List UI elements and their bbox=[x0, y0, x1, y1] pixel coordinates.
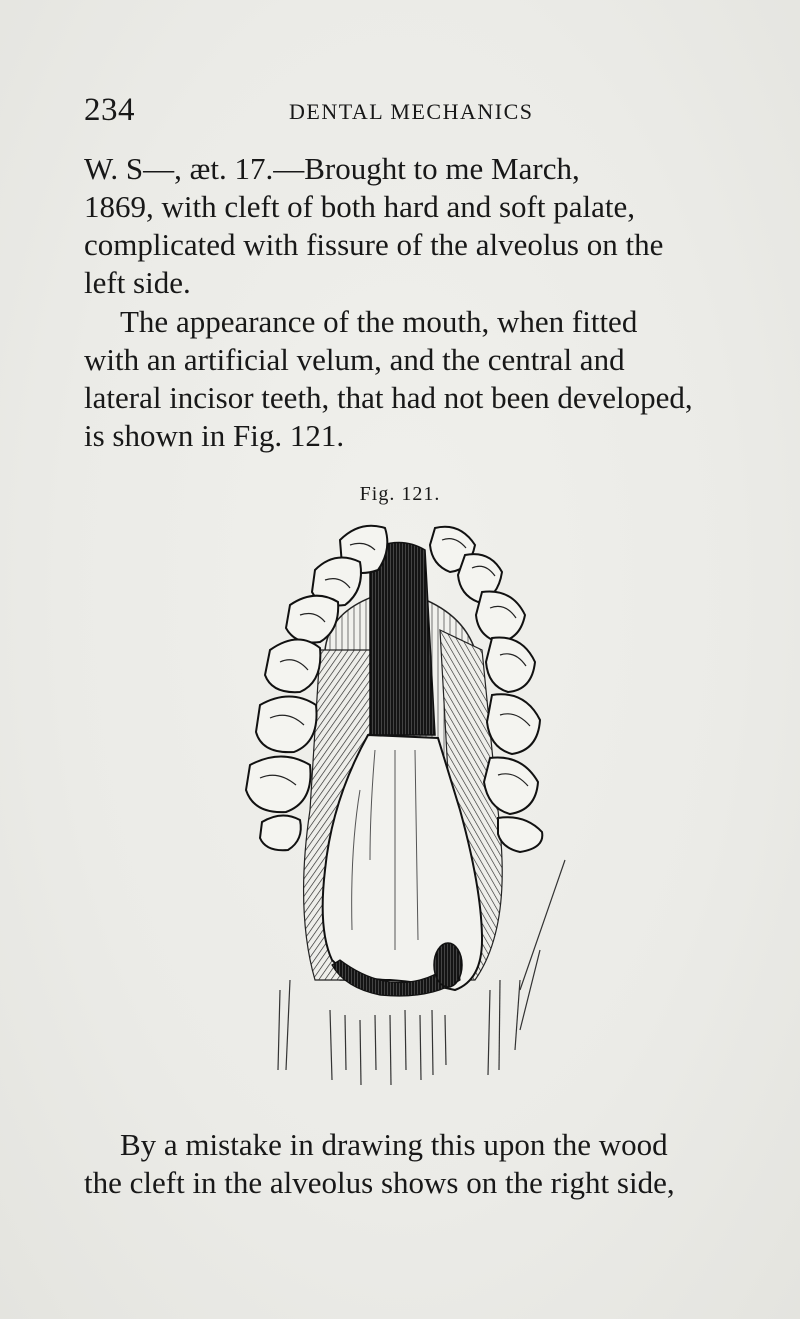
running-head: DENTAL MECHANICS bbox=[289, 99, 534, 124]
text-line: The appearance of the mouth, when fitted bbox=[120, 304, 638, 339]
tooth bbox=[487, 694, 540, 754]
text-line: 1869, with cleft of both hard and soft palate, bbox=[84, 189, 635, 224]
cleft-dark-region bbox=[370, 543, 435, 736]
tooth bbox=[486, 638, 535, 693]
tooth bbox=[246, 757, 311, 813]
figure-caption: Fig. 121. bbox=[359, 483, 441, 505]
velum-knob bbox=[434, 943, 462, 987]
tooth bbox=[260, 815, 301, 850]
tooth bbox=[256, 697, 317, 753]
text-line: W. S—, æt. 17.—Brought to me March, bbox=[84, 151, 580, 186]
text-line: By a mistake in drawing this upon the wood bbox=[120, 1127, 668, 1162]
paragraph-mistake-note bbox=[84, 1126, 724, 1202]
page-header bbox=[84, 92, 724, 132]
paragraph-appearance bbox=[84, 303, 724, 455]
text-line: lateral incisor teeth, that had not been developed, bbox=[84, 380, 693, 415]
text-line: with an artificial velum, and the central and bbox=[84, 342, 625, 377]
page-number: 234 bbox=[84, 92, 135, 128]
text-line: is shown in Fig. 121. bbox=[84, 418, 345, 453]
text-line: left side. bbox=[84, 265, 191, 300]
paragraph-patient-intro bbox=[84, 150, 724, 302]
tooth bbox=[265, 639, 320, 692]
text-line: complicated with fissure of the alveolus on the bbox=[84, 227, 664, 262]
dental-arch-illustration bbox=[220, 510, 600, 1090]
tooth bbox=[498, 817, 542, 852]
text-line: the cleft in the alveolus shows on the right side, bbox=[84, 1165, 675, 1200]
tooth bbox=[476, 591, 525, 642]
